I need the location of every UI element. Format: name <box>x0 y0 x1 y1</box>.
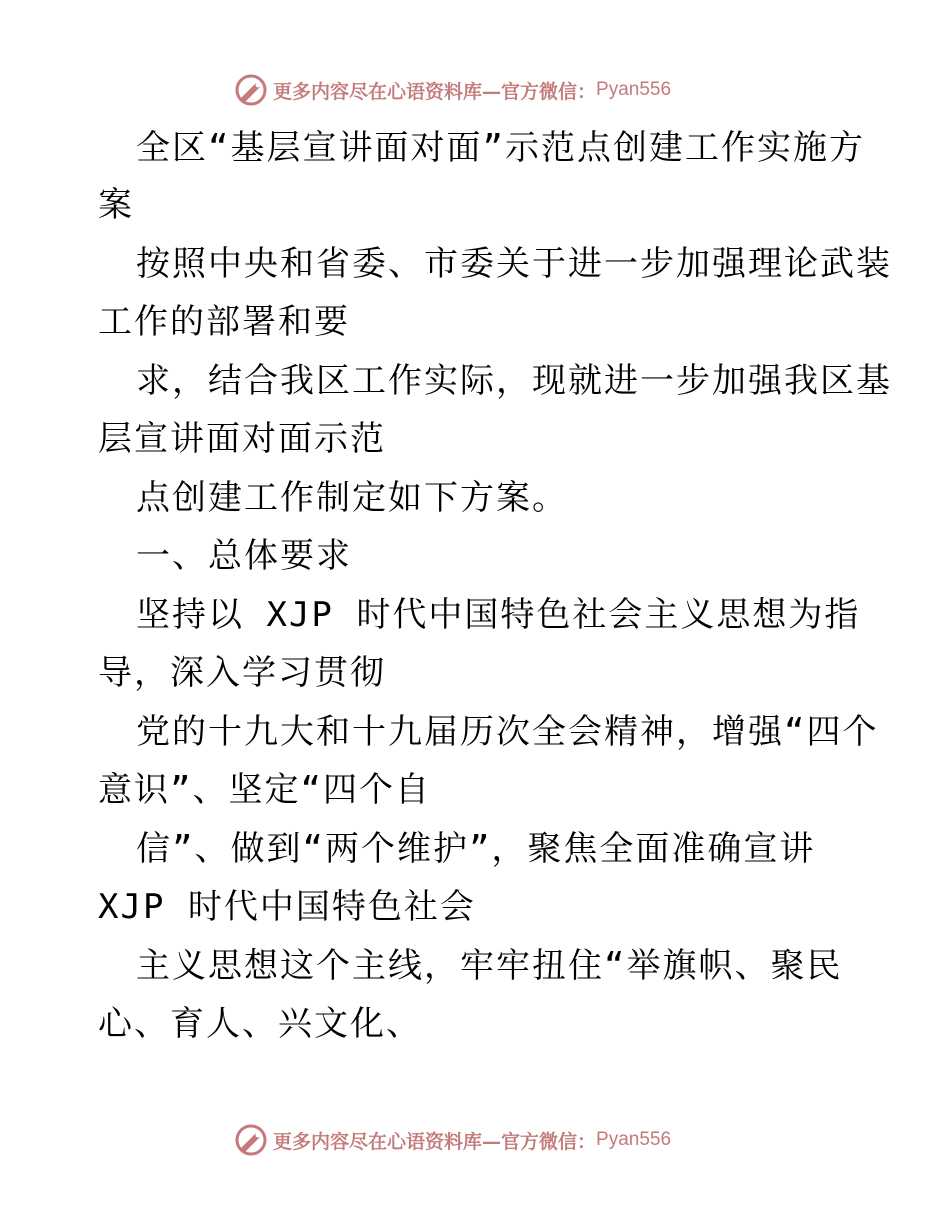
header-banner <box>234 72 671 108</box>
paragraph-line: 求，结合我区工作实际，现就进一步加强我区基 <box>136 361 892 401</box>
paragraph-line: 工作的部署和要 <box>98 302 350 342</box>
paragraph-line: 点创建工作制定如下方案。 <box>136 478 568 518</box>
pen-nib-circle-icon <box>234 1123 268 1157</box>
paragraph-line: 导，深入学习贯彻 <box>98 653 386 693</box>
section-heading: 一、总体要求 <box>136 536 352 576</box>
paragraph-line: 信”、做到“两个维护”，聚焦全面准确宣讲 <box>136 829 816 869</box>
footer-banner <box>234 1122 671 1158</box>
paragraph-line: 党的十九大和十九届历次全会精神，增强“四个 <box>136 712 879 752</box>
paragraph-line: 主义思想这个主线，牢牢扭住“举旗帜、聚民 <box>136 946 843 986</box>
banner-handle: Pyan556 <box>596 79 672 100</box>
paragraph-line: 层宣讲面对面示范 <box>98 419 386 459</box>
paragraph-line: 按照中央和省委、市委关于进一步加强理论武装 <box>136 244 892 284</box>
paragraph-line: 意识”、坚定“四个自 <box>98 770 431 810</box>
paragraph-line: 坚持以 XJP 时代中国特色社会主义思想为指 <box>136 595 861 635</box>
banner-handle: Pyan556 <box>596 1129 672 1150</box>
paragraph-line: XJP 时代中国特色社会 <box>98 887 476 927</box>
pen-nib-circle-icon <box>234 73 268 107</box>
paragraph-line: 案 <box>98 185 134 225</box>
banner-text: 更多内容尽在心语资料库—官方微信： <box>273 1130 597 1153</box>
paragraph-line: 心、育人、兴文化、 <box>98 1004 422 1044</box>
banner-text: 更多内容尽在心语资料库—官方微信： <box>273 80 597 103</box>
paragraph-line: 全区“基层宣讲面对面”示范点创建工作实施方 <box>136 128 865 168</box>
